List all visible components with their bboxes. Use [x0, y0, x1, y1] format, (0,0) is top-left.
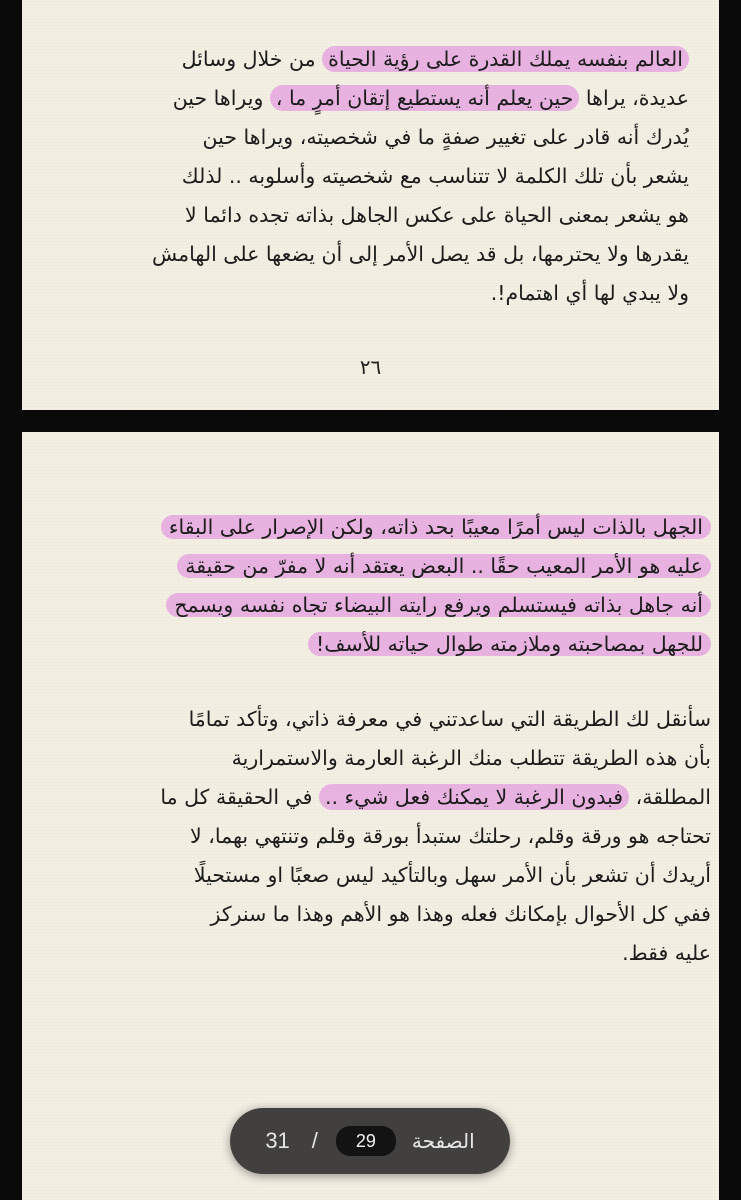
text-line: هو يشعر بمعنى الحياة على عكس الجاهل بذاته تجده دائما لا: [185, 203, 689, 227]
text-line: [72, 586, 711, 625]
page-text-top: [82, 40, 689, 313]
paragraph-highlighted: [72, 508, 711, 664]
text-line: يُدرك أنه قادر على تغيير صفةٍ ما في شخصيته، ويراها حين: [202, 125, 689, 149]
highlighted-text[interactable]: حين يعلم أنه يستطيع إتقان أمرٍ ما ،: [270, 85, 580, 111]
text-line: تحتاجه هو ورقة وقلم، رحلتك ستبدأ بورقة وقلم وتنتهي بهما، لا: [190, 824, 711, 848]
text-line: المطلقة، فبدون الرغبة لا يمكنك فعل شيء .. في الحقيقة كل ما: [160, 785, 711, 809]
text-line: أريدك أن تشعر بأن الأمر سهل وبالتأكيد ليس صعبًا او مستحيلًا: [193, 863, 711, 887]
current-page-field[interactable]: 29: [336, 1126, 396, 1156]
text-line: بأن هذه الطريقة تتطلب منك الرغبة العارمة والاستمرارية: [231, 746, 711, 770]
page-label: الصفحة: [411, 1129, 475, 1153]
text-line: يقدرها ولا يحترمها، بل قد يصل الأمر إلى أن يضعها على الهامش: [152, 242, 689, 266]
text-line: سأنقل لك الطريقة التي ساعدتني في معرفة ذاتي، وتأكد تمامًا: [188, 707, 711, 731]
text-line: ولا يبدي لها أي اهتمام!.: [490, 281, 689, 305]
page-separator: /: [311, 1128, 318, 1153]
text-line: [72, 625, 711, 664]
text-line: عليه فقط.: [622, 941, 711, 965]
page-indicator[interactable]: [230, 1108, 510, 1174]
page-number: ٢٦: [359, 355, 382, 379]
highlighted-text[interactable]: للجهل بمصاحبته وملازمته طوال حياته للأسف!: [308, 632, 711, 656]
book-page-top: [22, 0, 719, 410]
total-pages: 31: [265, 1128, 290, 1153]
paragraph-body: [72, 700, 711, 973]
highlighted-text[interactable]: أنه جاهل بذاته فيستسلم ويرفع رايته البيضاء تجاه نفسه ويسمح: [166, 593, 711, 617]
highlighted-text[interactable]: العالم بنفسه يملك القدرة على رؤية الحياة: [322, 46, 689, 72]
text-line: عديدة، يراها حين يعلم أنه يستطيع إتقان أمرٍ ما ، ويراها حين: [172, 86, 689, 110]
text-line: يشعر بأن تلك الكلمة لا تتناسب مع شخصيته وأسلوبه .. لذلك: [181, 164, 689, 188]
highlighted-text[interactable]: فبدون الرغبة لا يمكنك فعل شيء ..: [319, 784, 629, 810]
highlighted-text[interactable]: عليه هو الأمر المعيب حقًا .. البعض يعتقد أنه لا مفرّ من حقيقة: [177, 554, 711, 578]
text-line: العالم بنفسه يملك القدرة على رؤية الحياة من خلال وسائل: [82, 40, 689, 79]
highlighted-text[interactable]: الجهل بالذات ليس أمرًا معيبًا بحد ذاته، ولكن الإصرار على البقاء: [161, 515, 711, 539]
text-line: [72, 547, 711, 586]
text-line: ففي كل الأحوال بإمكانك فعله وهذا هو الأهم وهذا ما سنركز: [210, 902, 711, 926]
text-line: [72, 508, 711, 547]
